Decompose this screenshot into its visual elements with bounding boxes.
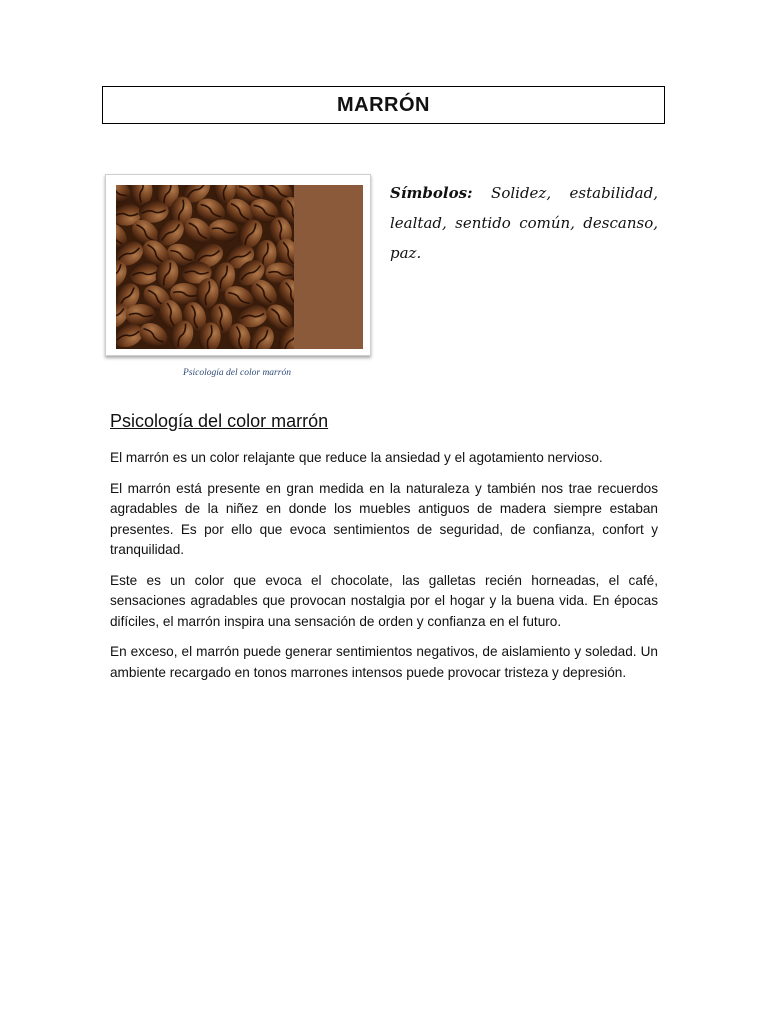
figure-caption: Psicología del color marrón [183, 368, 291, 378]
coffee-beans-image [116, 185, 294, 349]
page-title-box [102, 86, 665, 124]
symbols-text: Solidez, estabilidad, lealtad, sentido común, descanso, paz. [390, 184, 658, 262]
coffee-beans-figure [105, 174, 371, 356]
symbols-block [390, 178, 658, 268]
body-text [110, 448, 658, 693]
page-title: MARRÓN [337, 93, 430, 116]
section-heading: Psicología del color marrón [110, 411, 329, 431]
paragraph: En exceso, el marrón puede generar sentimientos negativos, de aislamiento y soledad. Un ambiente recargado en tonos marrones intensos puede provocar tristeza y depresión. [110, 644, 658, 680]
paragraph: El marrón es un color relajante que reduce la ansiedad y el agotamiento nervioso. [110, 450, 603, 465]
paragraph: Este es un color que evoca el chocolate, las galletas recién horneadas, el café, sensaciones agradables que provocan nostalgia por el hogar y la buena vida. En épocas difíciles, el marrón inspira una sensación de orden y confianza en el futuro. [110, 572, 658, 629]
symbols-label: Símbolos: [390, 184, 473, 202]
brown-color-swatch [294, 185, 363, 349]
paragraph: El marrón está presente en gran medida en la naturaleza y también nos trae recuerdos agradables de la niñez en donde los muebles antiguos de madera siempre estaban presentes. Es por ello que evoca sentimientos de seguridad, de confianza, confort y tranquilidad. [110, 480, 658, 557]
